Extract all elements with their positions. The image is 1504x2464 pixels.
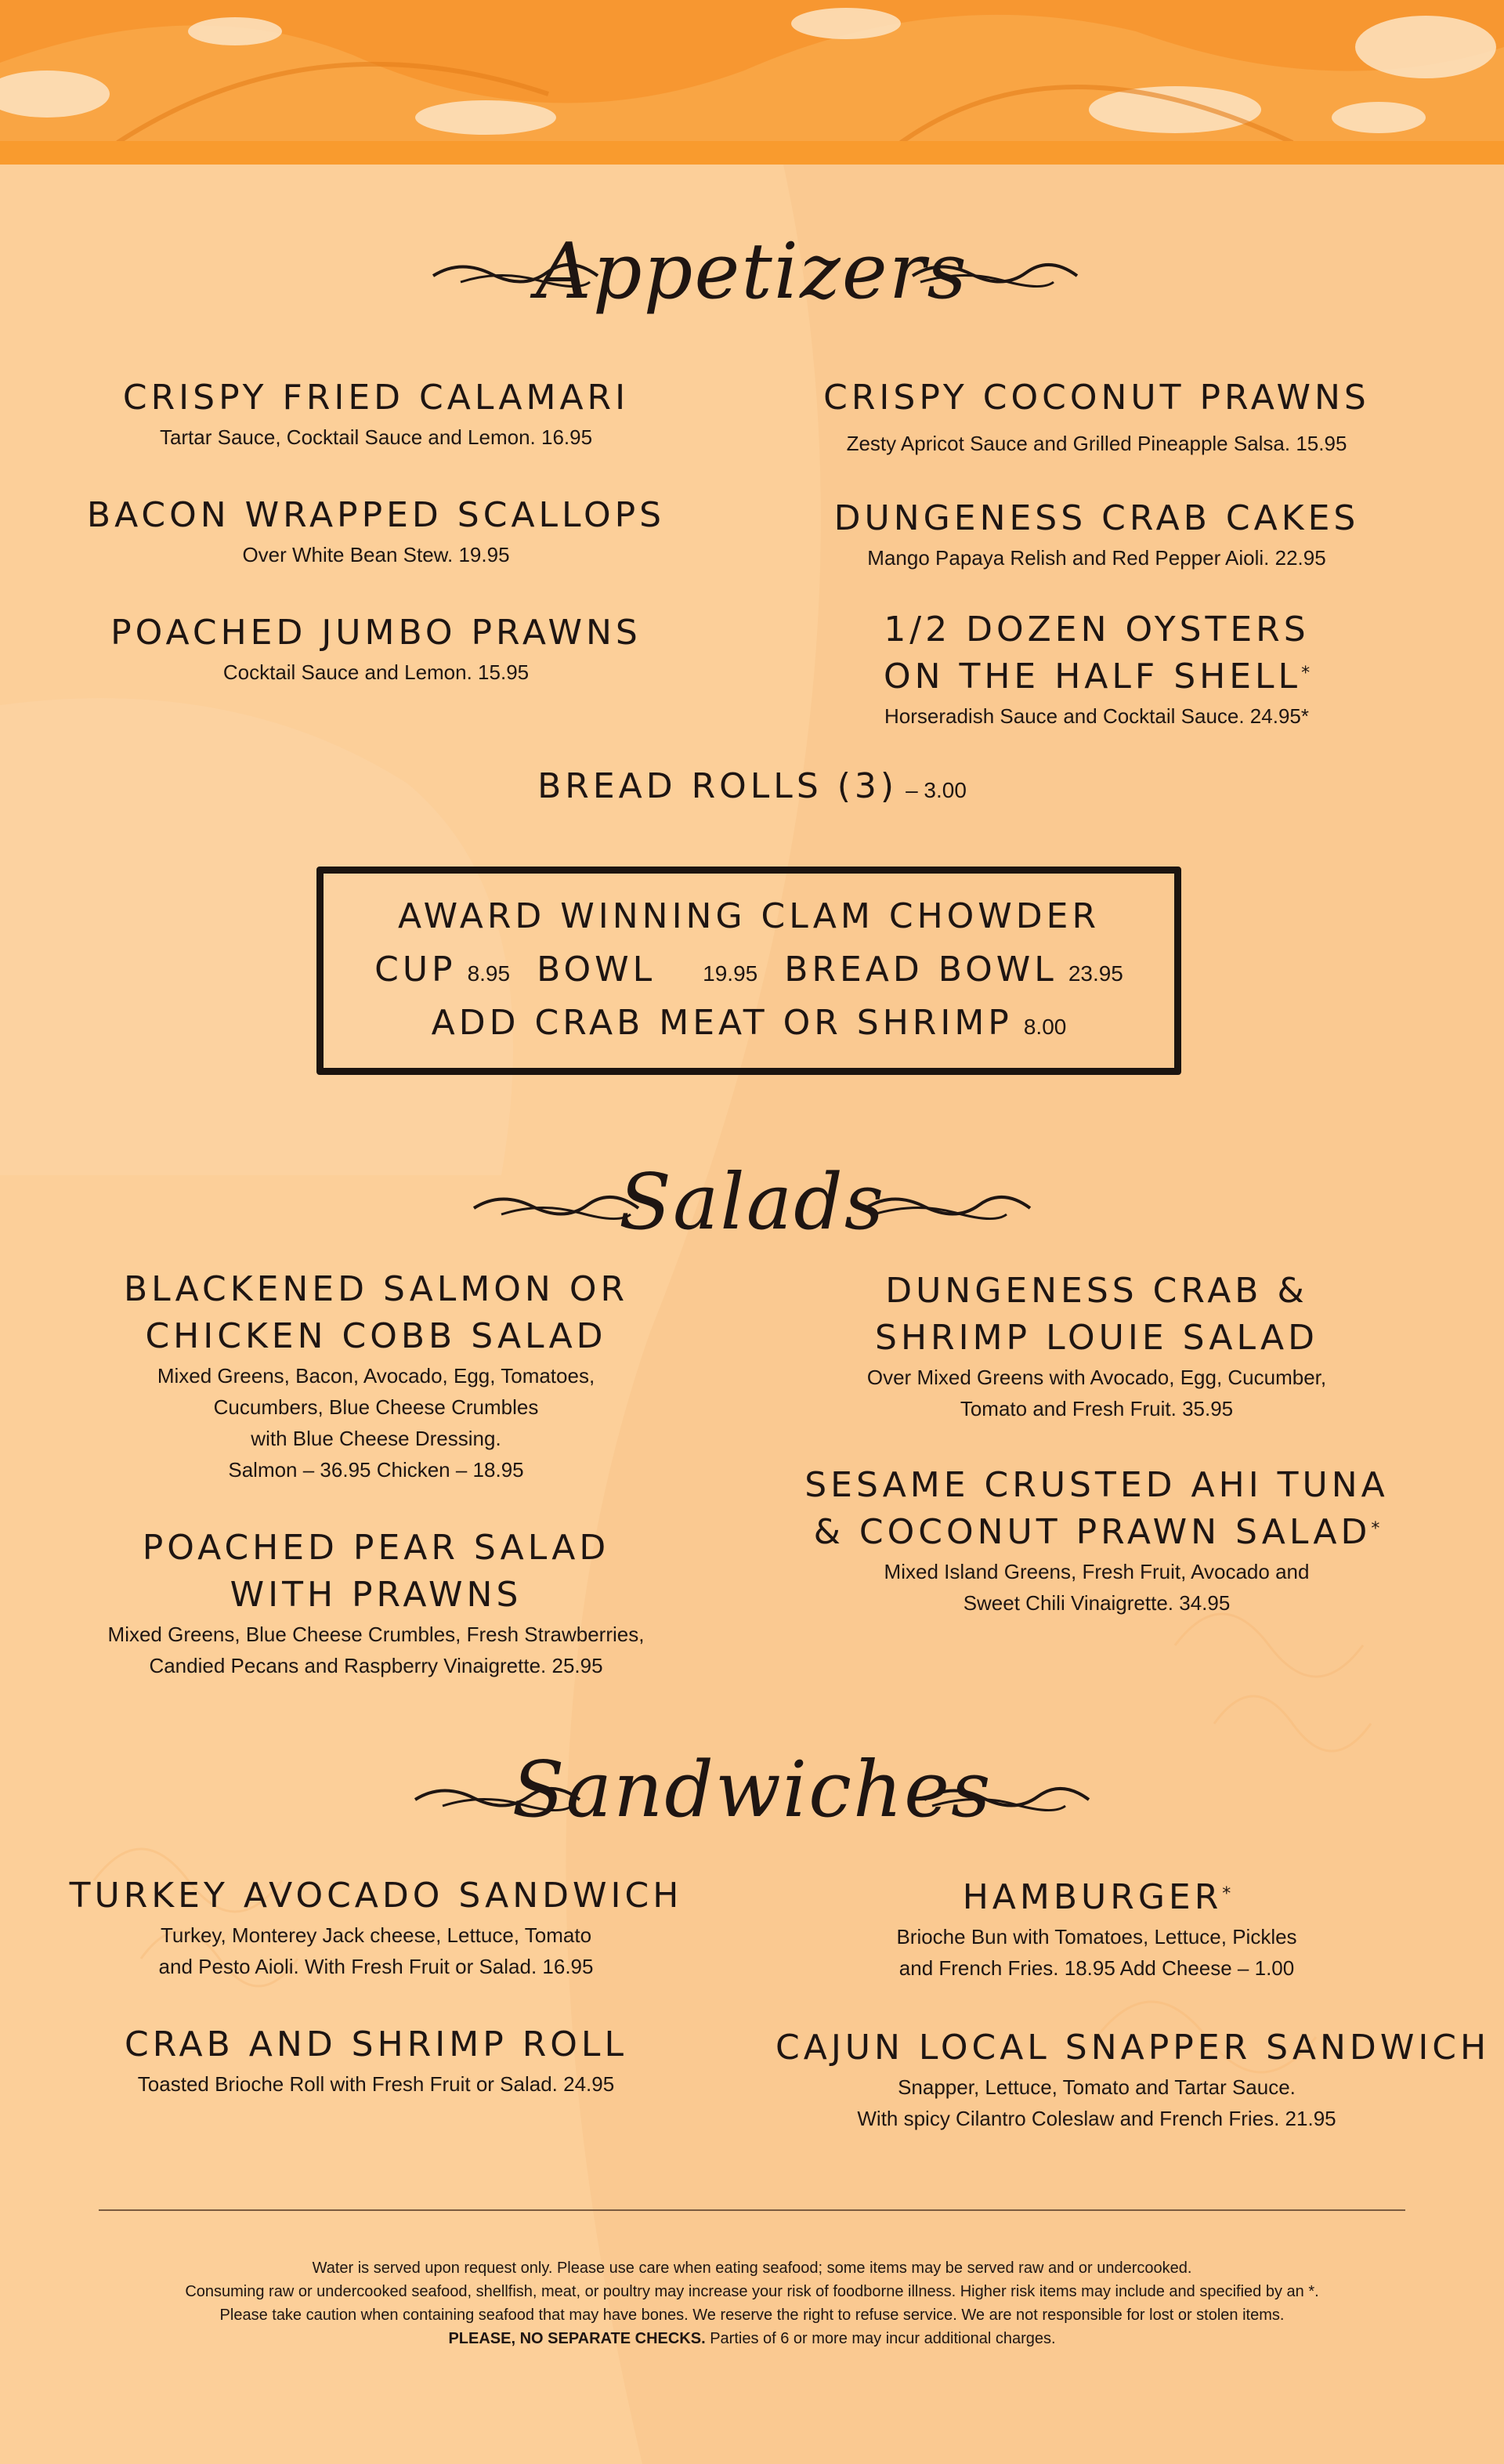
chowder-bread-bowl-label: BREAD BOWL	[784, 950, 1058, 990]
menu-item	[63, 492, 689, 570]
footer-line: Consuming raw or undercooked seafood, shellfish, meat, or poultry may increase your risk of foodborne illness. Higher risk items may include and specified by an *.	[185, 2283, 1319, 2300]
item-name: DUNGENESS CRAB CAKES	[833, 498, 1360, 538]
header-bar	[0, 141, 1504, 165]
item-name: TURKEY AVOCADO SANDWICH	[69, 1876, 683, 1916]
menu-item	[776, 1874, 1418, 1984]
item-description: Salmon – 36.95 Chicken – 18.95	[228, 1458, 524, 1482]
right-swash-icon	[909, 259, 1081, 290]
item-name: HAMBURGER*	[962, 1877, 1231, 1917]
item-name: BLACKENED SALMON OR	[123, 1269, 629, 1309]
chowder-title: AWARD WINNING CLAM CHOWDER	[397, 896, 1101, 936]
menu-item	[776, 2024, 1491, 2134]
item-description: Horseradish Sauce and Cocktail Sauce. 24.95*	[884, 704, 1309, 728]
item-description: With spicy Cilantro Coleslaw and French Fries. 21.95	[857, 2107, 1336, 2130]
menu-item	[776, 495, 1418, 573]
item-name: DUNGENESS CRAB &	[885, 1271, 1308, 1311]
footer-divider	[99, 2209, 1405, 2211]
section-title-sandwiches: Sandwiches	[512, 1746, 992, 1835]
chowder-cup-price: 8.95	[467, 961, 511, 986]
raw-item-mark: *	[1301, 664, 1311, 683]
chowder-title-line	[316, 896, 1181, 936]
menu-item	[63, 1525, 689, 1681]
section-title-salads: Salads	[618, 1158, 886, 1247]
menu-item	[63, 1872, 689, 1982]
item-name: BACON WRAPPED SCALLOPS	[86, 495, 666, 535]
menu-item	[63, 2021, 689, 2100]
bread-rolls-name: BREAD ROLLS (3)	[537, 766, 898, 806]
item-name: POACHED JUMBO PRAWNS	[110, 613, 642, 653]
header-decoration	[0, 0, 1504, 143]
footer-line: PLEASE, NO SEPARATE CHECKS. Parties of 6 or more may incur additional charges.	[448, 2330, 1056, 2347]
item-description: Mixed Island Greens, Fresh Fruit, Avocado and	[884, 1560, 1310, 1583]
item-description: Tartar Sauce, Cocktail Sauce and Lemon. 16.95	[159, 425, 593, 449]
chowder-bread-bowl-price: 23.95	[1068, 961, 1123, 986]
chowder-addon-label: ADD CRAB MEAT OR SHRIMP	[431, 1003, 1013, 1043]
raw-item-mark: *	[1371, 1519, 1380, 1539]
item-description: Over White Bean Stew. 19.95	[242, 543, 510, 566]
chowder-sizes-line	[316, 950, 1181, 990]
item-description: Candied Pecans and Raspberry Vinaigrette. 25.95	[149, 1654, 603, 1677]
chowder-bowl-label: BOWL	[537, 950, 656, 990]
item-description: Brioche Bun with Tomatoes, Lettuce, Pickles	[896, 1925, 1297, 1948]
item-name: CRAB AND SHRIMP ROLL	[125, 2024, 627, 2064]
item-name: SESAME CRUSTED AHI TUNA	[804, 1465, 1389, 1505]
item-name: 1/2 DOZEN OYSTERS	[884, 610, 1310, 649]
item-description: Snapper, Lettuce, Tomato and Tartar Sauce.	[898, 2075, 1296, 2099]
chowder-cup-label: CUP	[374, 950, 457, 990]
item-description: Sweet Chili Vinaigrette. 34.95	[963, 1591, 1231, 1615]
raw-item-mark: *	[1222, 1884, 1231, 1904]
item-description: Toasted Brioche Roll with Fresh Fruit or Salad. 24.95	[137, 2072, 615, 2096]
item-description: Tomato and Fresh Fruit. 35.95	[960, 1397, 1234, 1420]
bread-rolls-price: – 3.00	[906, 778, 967, 802]
item-description: Turkey, Monterey Jack cheese, Lettuce, Tomato	[160, 1923, 592, 1947]
item-name-line2: & COCONUT PRAWN SALAD*	[813, 1512, 1380, 1552]
item-name: CAJUN LOCAL SNAPPER SANDWICH	[776, 2028, 1491, 2068]
item-description: Cucumbers, Blue Cheese Crumbles	[213, 1395, 539, 1419]
item-name-line2: ON THE HALF SHELL*	[883, 657, 1311, 697]
item-name-line2: CHICKEN COBB SALAD	[145, 1316, 607, 1356]
chowder-addon-price: 8.00	[1023, 1015, 1067, 1039]
item-description: Mixed Greens, Bacon, Avocado, Egg, Tomatoes,	[157, 1364, 595, 1388]
item-description: Cocktail Sauce and Lemon. 15.95	[222, 660, 530, 684]
menu-item	[776, 1462, 1418, 1619]
item-name: CRISPY COCONUT PRAWNS	[823, 378, 1370, 418]
no-separate-checks: PLEASE, NO SEPARATE CHECKS.	[448, 2330, 706, 2347]
section-title-appetizers: Appetizers	[536, 227, 968, 317]
item-description: Zesty Apricot Sauce and Grilled Pineapple Salsa. 15.95	[846, 432, 1347, 455]
item-description: and Pesto Aioli. With Fresh Fruit or Salad. 16.95	[158, 1955, 594, 1978]
right-swash-icon	[862, 1191, 1034, 1222]
item-name-line2: SHRIMP LOUIE SALAD	[875, 1318, 1318, 1358]
footer-line: Please take caution when containing seafood that may have bones. We reserve the right to refuse service. We are not responsible for lost or stolen items.	[219, 2307, 1285, 2324]
right-swash-icon	[920, 1782, 1093, 1814]
item-description: Mango Papaya Relish and Red Pepper Aioli. 22.95	[867, 546, 1326, 570]
footer-notes	[0, 2256, 1504, 2350]
menu-item	[63, 1266, 689, 1485]
menu-item	[63, 610, 689, 688]
menu-item	[776, 606, 1418, 732]
footer-line: Water is served upon request only. Please use care when eating seafood; some items may be served raw and or undercooked.	[312, 2260, 1192, 2277]
menu-item	[776, 374, 1418, 459]
item-description: and French Fries. 18.95 Add Cheese – 1.00	[898, 1956, 1295, 1980]
item-description: with Blue Cheese Dressing.	[251, 1427, 501, 1450]
item-description: Mixed Greens, Blue Cheese Crumbles, Fresh Strawberries,	[107, 1623, 645, 1646]
menu-item	[63, 374, 689, 453]
bread-rolls	[0, 766, 1504, 806]
chowder-bowl-price: 19.95	[703, 961, 758, 986]
item-name: CRISPY FRIED CALAMARI	[122, 378, 630, 418]
item-name-line2: WITH PRAWNS	[230, 1575, 522, 1615]
item-name: POACHED PEAR SALAD	[142, 1528, 610, 1568]
menu-item	[776, 1268, 1418, 1424]
chowder-addon-line	[316, 1003, 1181, 1043]
item-description: Over Mixed Greens with Avocado, Egg, Cucumber,	[866, 1366, 1327, 1389]
